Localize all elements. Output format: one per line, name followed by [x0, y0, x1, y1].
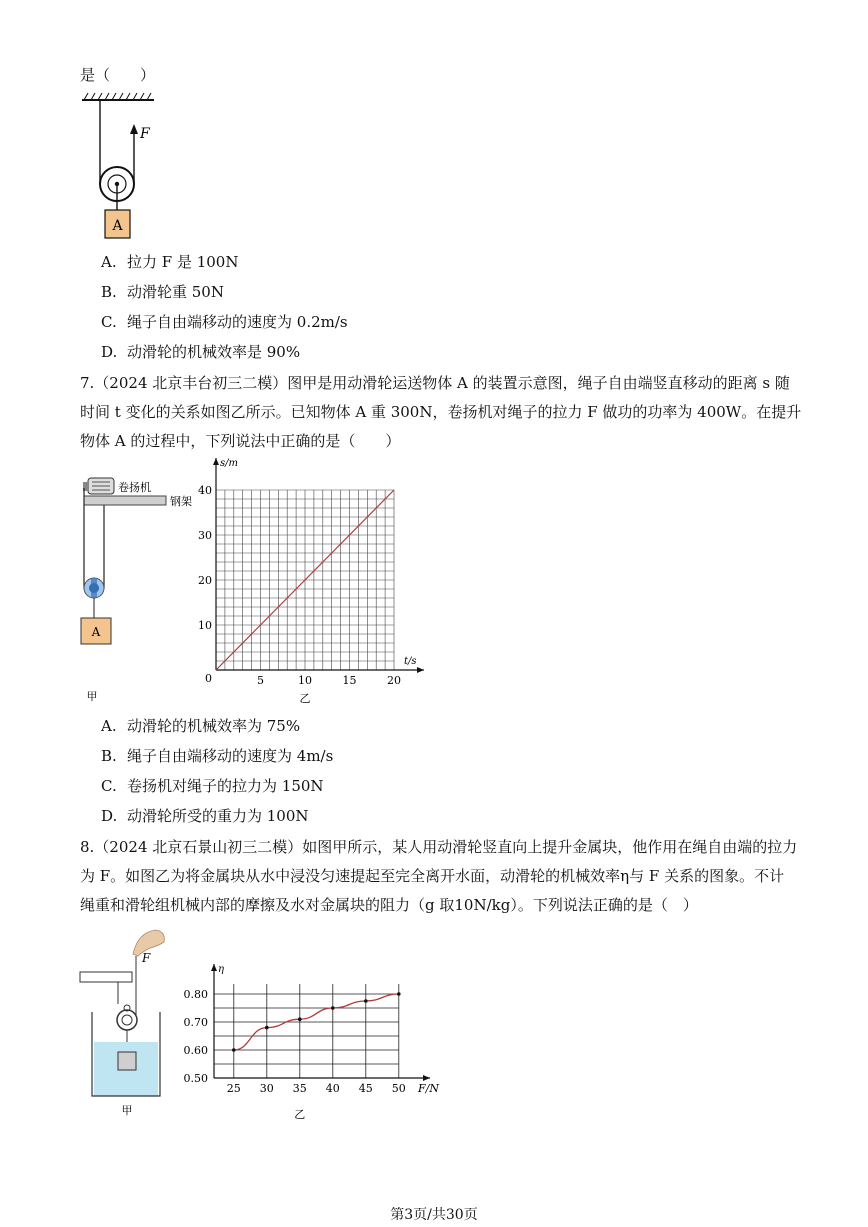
- caption-yi: 乙: [294, 1108, 306, 1121]
- block-label: A: [112, 218, 123, 234]
- y-tick-label: 0.70: [183, 1016, 208, 1029]
- q7-stem-line1: 7.（2024 北京丰台初三二模）图甲是用动滑轮运送物体 A 的装置示意图，绳子自由端竖直移动的距离 s 随: [80, 374, 790, 392]
- y-axis-arrow: [211, 964, 217, 971]
- x-tick-label: 35: [292, 1082, 307, 1095]
- x-axis-label: t/s: [404, 656, 417, 667]
- data-point: [232, 1048, 236, 1052]
- q7-option-c: C. 卷扬机对绳子的拉力为 150N: [101, 777, 324, 795]
- x-axis-arrow: [417, 667, 424, 673]
- force-label: F: [140, 126, 150, 142]
- force-f-label: F: [142, 951, 151, 965]
- caption-jia-8: 甲: [121, 1104, 133, 1117]
- q8-efficiency-force-chart: [176, 956, 446, 1126]
- q6-pulley-figure: [78, 92, 168, 244]
- data-point: [364, 999, 368, 1003]
- origin-label: 0: [205, 672, 212, 685]
- block-a-label: A: [91, 625, 101, 639]
- q7-apparatus-figure: [78, 474, 198, 704]
- q6-option-a: A. 拉力 F 是 100N: [101, 253, 239, 271]
- x-tick-label: 45: [358, 1082, 373, 1095]
- q7-option-b: B. 绳子自由端移动的速度为 4m/s: [101, 747, 334, 765]
- winch-label: 卷扬机: [118, 481, 151, 494]
- y-tick-label: 0.80: [183, 988, 208, 1001]
- page-footer: 第3页/共30页: [390, 1207, 478, 1223]
- y-tick-label: 10: [198, 619, 212, 632]
- caption-jia: 甲: [86, 690, 98, 703]
- q8-stem-line2: 为 F。如图乙为将金属块从水中浸没匀速提起至完全离开水面，动滑轮的机械效率η与 F 关系的图象。不计: [80, 867, 785, 885]
- q7-option-a: A. 动滑轮的机械效率为 75%: [101, 717, 301, 735]
- x-tick-label: 15: [342, 674, 357, 687]
- caption-yi: 乙: [299, 692, 311, 705]
- q7-stem-line3: 物体 A 的过程中，下列说法中正确的是（ ）: [80, 432, 401, 450]
- x-tick-label: 50: [391, 1082, 406, 1095]
- x-tick-label: 25: [226, 1082, 241, 1095]
- data-point: [298, 1017, 302, 1021]
- q7-stem-line2: 时间 t 变化的关系如图乙所示。已知物体 A 重 300N，卷扬机对绳子的拉力 F 做功的功率为 400W。在提升: [80, 403, 802, 421]
- q6-option-d: D. 动滑轮的机械效率是 90%: [101, 343, 301, 361]
- y-axis-label: s/m: [220, 458, 238, 469]
- y-axis-label: η: [218, 964, 224, 975]
- q8-stem-line3: 绳重和滑轮组机械内部的摩擦及水对金属块的阻力（g 取10N/kg）。下列说法正确的是（ ）: [80, 896, 698, 914]
- y-tick-label: 0.50: [183, 1072, 208, 1085]
- y-tick-label: 0.60: [183, 1044, 208, 1057]
- y-axis-arrow: [213, 458, 219, 465]
- frame-label: 钢架: [170, 495, 192, 508]
- q6-option-c: C. 绳子自由端移动的速度为 0.2m/s: [101, 313, 348, 331]
- data-point: [265, 1026, 269, 1030]
- y-tick-label: 30: [198, 529, 212, 542]
- x-tick-label: 40: [325, 1082, 340, 1095]
- x-axis-label: F/N: [418, 1082, 439, 1095]
- q8-stem-line1: 8.（2024 北京石景山初三二模）如图甲所示，某人用动滑轮竖直向上提升金属块，他作用在绳自由端的拉力: [80, 838, 798, 856]
- x-tick-label: 20: [387, 674, 401, 687]
- y-tick-label: 20: [198, 574, 212, 587]
- x-tick-label: 30: [259, 1082, 274, 1095]
- data-point: [397, 992, 401, 996]
- q6-intro: 是（ ）: [80, 66, 156, 84]
- x-axis-arrow: [423, 1075, 430, 1081]
- q8-apparatus-figure: [78, 924, 178, 1124]
- data-point: [331, 1006, 335, 1010]
- q7-distance-time-chart: [196, 456, 436, 706]
- y-tick-label: 40: [198, 484, 212, 497]
- q7-option-d: D. 动滑轮所受的重力为 100N: [101, 807, 309, 825]
- x-tick-label: 10: [298, 674, 312, 687]
- x-tick-label: 5: [257, 674, 264, 687]
- q6-option-b: B. 动滑轮重 50N: [101, 283, 224, 301]
